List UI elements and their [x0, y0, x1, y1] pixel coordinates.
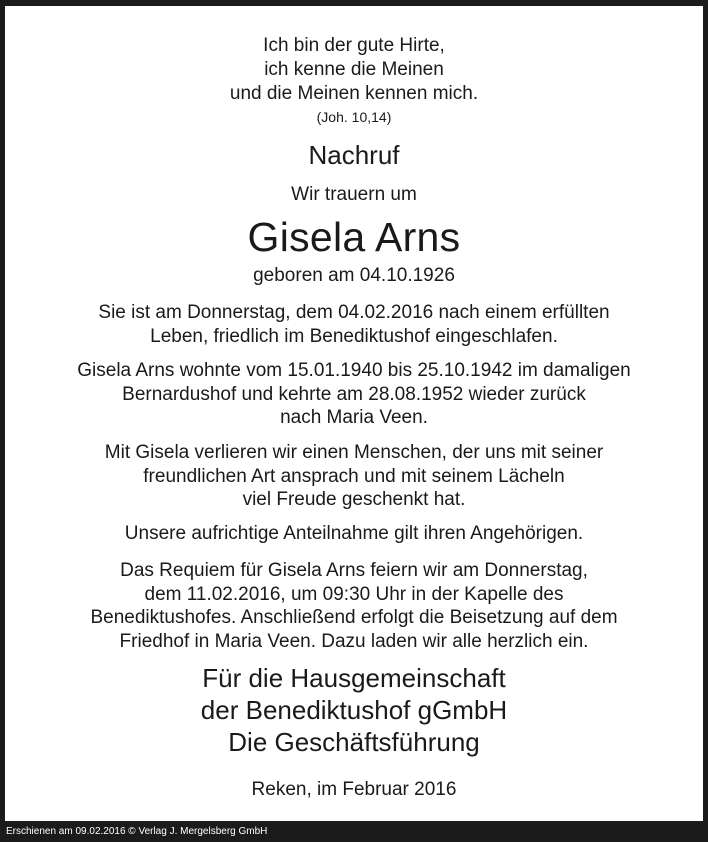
obituary-notice [5, 6, 703, 821]
intro-text: Wir trauern um [291, 184, 417, 205]
paragraph-line: Friedhof in Maria Veen. Dazu laden wir alle herzlich ein. [119, 630, 589, 652]
paragraph-line: nach Maria Veen. [280, 407, 428, 428]
paragraph-death [5, 301, 703, 348]
paragraph-line: Leben, friedlich im Benediktushof eingeschlafen. [150, 325, 558, 347]
birth-date: geboren am 04.10.1926 [253, 265, 455, 286]
paragraph-line: Benediktushofes. Anschließend erfolgt die Beisetzung auf dem [90, 607, 618, 628]
motto-block [5, 34, 703, 106]
deceased-name: Gisela Arns [247, 214, 461, 260]
paragraph-line: freundlichen Art ansprach und mit seinem Lächeln [143, 465, 565, 487]
paragraph-line: dem 11.02.2016, um 09:30 Uhr in der Kapelle des [144, 583, 564, 605]
place-date: Reken, im Februar 2016 [251, 779, 457, 800]
signature-block [5, 662, 703, 758]
paragraph-line: Das Requiem für Gisela Arns feiern wir am Donnerstag, [120, 560, 588, 581]
signature-line: Für die Hausgemeinschaft [202, 663, 506, 693]
bible-reference: (Joh. 10,14) [316, 109, 392, 125]
paragraph-line: Bernardushof und kehrte am 28.08.1952 wieder zurück [122, 383, 586, 405]
paragraph-condolence [5, 522, 703, 546]
paragraph-residence [5, 359, 703, 430]
paragraph-requiem [5, 559, 703, 653]
paragraph-line: Unsere aufrichtige Anteilnahme gilt ihren Angehörigen. [124, 523, 584, 544]
motto-line: ich kenne die Meinen [264, 59, 444, 80]
signature-line: der Benediktushof gGmbH [200, 695, 508, 725]
paragraph-line: Gisela Arns wohnte vom 15.01.1940 bis 25.10.1942 im damaligen [77, 360, 631, 381]
motto-line: und die Meinen kennen mich. [229, 83, 479, 104]
paragraph-line: Sie ist am Donnerstag, dem 04.02.2016 nach einem erfüllten [98, 302, 610, 323]
publication-footer: Erschienen am 09.02.2016 © Verlag J. Mergelsberg GmbH [6, 826, 268, 837]
paragraph-tribute [5, 441, 703, 512]
signature-line: Die Geschäftsführung [228, 727, 480, 757]
heading-nachruf: Nachruf [308, 140, 400, 170]
motto-line: Ich bin der gute Hirte, [263, 35, 445, 56]
paragraph-line: Mit Gisela verlieren wir einen Menschen, der uns mit seiner [104, 442, 604, 463]
paragraph-line: viel Freude geschenkt hat. [242, 489, 466, 510]
